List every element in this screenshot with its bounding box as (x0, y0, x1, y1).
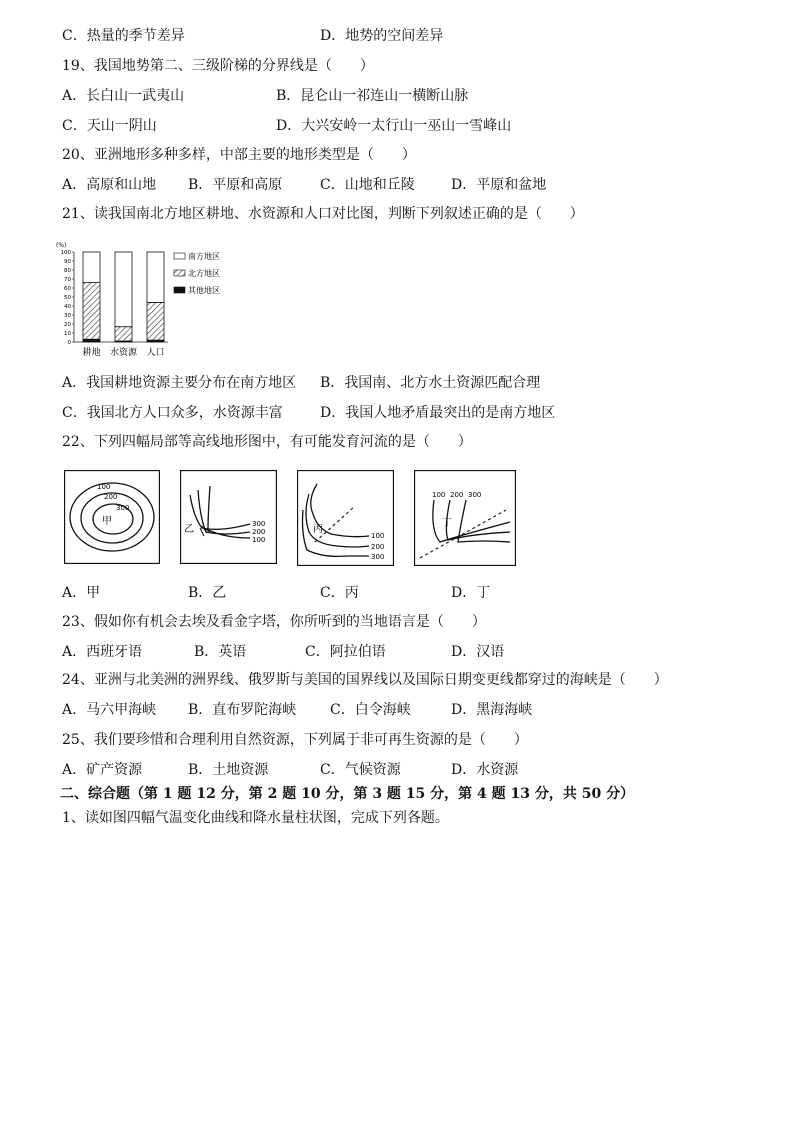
y-tick-label: 40 (64, 304, 71, 310)
contour-line (198, 490, 250, 534)
q20-option-d: D．平原和盆地 (451, 177, 547, 193)
q23-option-d: D．汉语 (451, 644, 505, 660)
map-label: 丙 (313, 524, 323, 535)
legend-label: 南方地区 (188, 252, 220, 261)
q24-option-b: B．直布罗陀海峡 (188, 702, 297, 718)
y-tick-label: 50 (64, 295, 71, 301)
contour-map-yi (180, 470, 277, 564)
y-tick-label: 30 (64, 313, 71, 319)
contour-value: 100 (371, 532, 385, 540)
q22-option-b: B．乙 (188, 585, 227, 601)
map-label: 乙 (184, 524, 194, 535)
q25-option-d: D．水资源 (451, 762, 519, 778)
map-frame (65, 471, 160, 564)
q23-option-b: B．英语 (194, 644, 247, 660)
contour-value: 300 (468, 491, 482, 499)
y-tick-label: 60 (64, 286, 71, 292)
section-2-question-1: 1、读如图四幅气温变化曲线和降水量柱状图，完成下列各题。 (62, 810, 449, 826)
section-2-title: 二、综合题（第 1 题 12 分，第 2 题 10 分，第 3 题 15 分，第 4 题 13 分，共 50 分） (60, 786, 635, 802)
q22-option-d: D．丁 (451, 585, 491, 601)
q22-option-a: A．甲 (62, 585, 101, 601)
question-25: 25、我们要珍惜和合理利用自然资源，下列属于非可再生资源的是（ ） (62, 732, 528, 748)
q20-option-b: B．平原和高原 (188, 177, 283, 193)
q19-option-a: A．长白山一武夷山 (62, 88, 185, 104)
q20-option-a: A．高原和山地 (62, 177, 157, 193)
contour-line (208, 486, 250, 538)
question-19: 19、我国地势第二、三级阶梯的分界线是（ ） (62, 58, 374, 74)
option-c: C．热量的季节差异 (62, 28, 185, 44)
q21-option-c: C．我国北方人口众多，水资源丰富 (62, 405, 283, 421)
x-category-label: 耕地 (82, 348, 101, 358)
bar-segment (147, 252, 164, 302)
contour-line (446, 500, 510, 540)
question-21: 21、读我国南北方地区耕地、水资源和人口对比图，判断下列叙述正确的是（ ） (62, 206, 584, 222)
y-tick-label: 20 (64, 322, 71, 328)
y-tick-label: 100 (60, 250, 71, 256)
question-23: 23、假如你有机会去埃及看金字塔，你所听到的当地语言是（ ） (62, 614, 486, 630)
q24-option-c: C．白令海峡 (330, 702, 411, 718)
option-d: D．地势的空间差异 (320, 28, 444, 44)
q23-option-c: C．阿拉伯语 (305, 644, 386, 660)
q21-option-d: D．我国人地矛盾最突出的是南方地区 (320, 405, 556, 421)
q21-option-a: A．我国耕地资源主要分布在南方地区 (62, 375, 297, 391)
question-22: 22、下列四幅局部等高线地形图中，有可能发育河流的是（ ） (62, 434, 472, 450)
q19-option-b: B．昆仑山一祁连山一横断山脉 (276, 88, 469, 104)
legend-swatch (174, 287, 185, 293)
contour-value: 100 (432, 491, 446, 499)
contour-value: 100 (252, 536, 266, 544)
q19-option-c: C．天山一阴山 (62, 118, 157, 134)
y-tick-label: 0 (67, 340, 71, 346)
x-category-label: 水资源 (109, 348, 138, 358)
legend-swatch (174, 270, 185, 276)
q24-option-d: D．黑海海峡 (451, 702, 533, 718)
y-tick-label: 80 (64, 268, 71, 274)
x-category-label: 人口 (146, 348, 165, 358)
bar-segment (83, 252, 100, 283)
bar-segment (83, 283, 100, 340)
contour-map-bing (297, 470, 394, 566)
q19-option-d: D．大兴安岭一太行山一巫山一雪峰山 (276, 118, 512, 134)
map-frame (415, 471, 516, 566)
bar-segment (115, 327, 132, 341)
contour-map-ding (414, 470, 516, 566)
chart-ylabel: (%) (56, 242, 67, 249)
contour-value: 300 (116, 504, 130, 512)
q25-option-b: B．土地资源 (188, 762, 269, 778)
y-tick-label: 70 (64, 277, 71, 283)
q25-option-a: A．矿产资源 (62, 762, 143, 778)
legend-label: 北方地区 (188, 269, 220, 278)
contour-value: 300 (252, 520, 266, 528)
y-tick-label: 10 (64, 331, 71, 337)
contour-value: 200 (450, 491, 464, 499)
q20-option-c: C．山地和丘陵 (320, 177, 415, 193)
y-tick-label: 90 (64, 259, 71, 265)
q23-option-a: A．西班牙语 (62, 644, 143, 660)
contour-map-jia (64, 470, 160, 564)
question-24: 24、亚洲与北美洲的洲界线、俄罗斯与美国的国界线以及国际日期变更线都穿过的海峡是（ ） (62, 672, 668, 688)
q24-option-a: A．马六甲海峡 (62, 702, 157, 718)
q21-option-b: B．我国南、北方水土资源匹配合理 (320, 375, 541, 391)
map-frame (181, 471, 277, 564)
bar-segment (115, 252, 132, 327)
contour-value: 200 (371, 543, 385, 551)
bar-segment (83, 339, 100, 342)
map-frame (298, 471, 394, 566)
legend-label: 其他地区 (188, 286, 220, 295)
question-20: 20、亚洲地形多种多样，中部主要的地形类型是（ ） (62, 147, 416, 163)
contour-value: 200 (252, 528, 266, 536)
q25-option-c: C．气候资源 (320, 762, 401, 778)
resources-bar-chart (56, 238, 256, 362)
bar-segment (147, 302, 164, 340)
map-label: 甲 (102, 516, 112, 527)
legend-swatch (174, 253, 185, 259)
contour-value: 300 (371, 553, 385, 561)
q22-option-c: C．丙 (320, 585, 359, 601)
contour-value: 100 (97, 483, 111, 491)
contour-line (458, 500, 510, 542)
contour-value: 200 (104, 493, 118, 501)
map-label: 丁 (442, 518, 452, 529)
